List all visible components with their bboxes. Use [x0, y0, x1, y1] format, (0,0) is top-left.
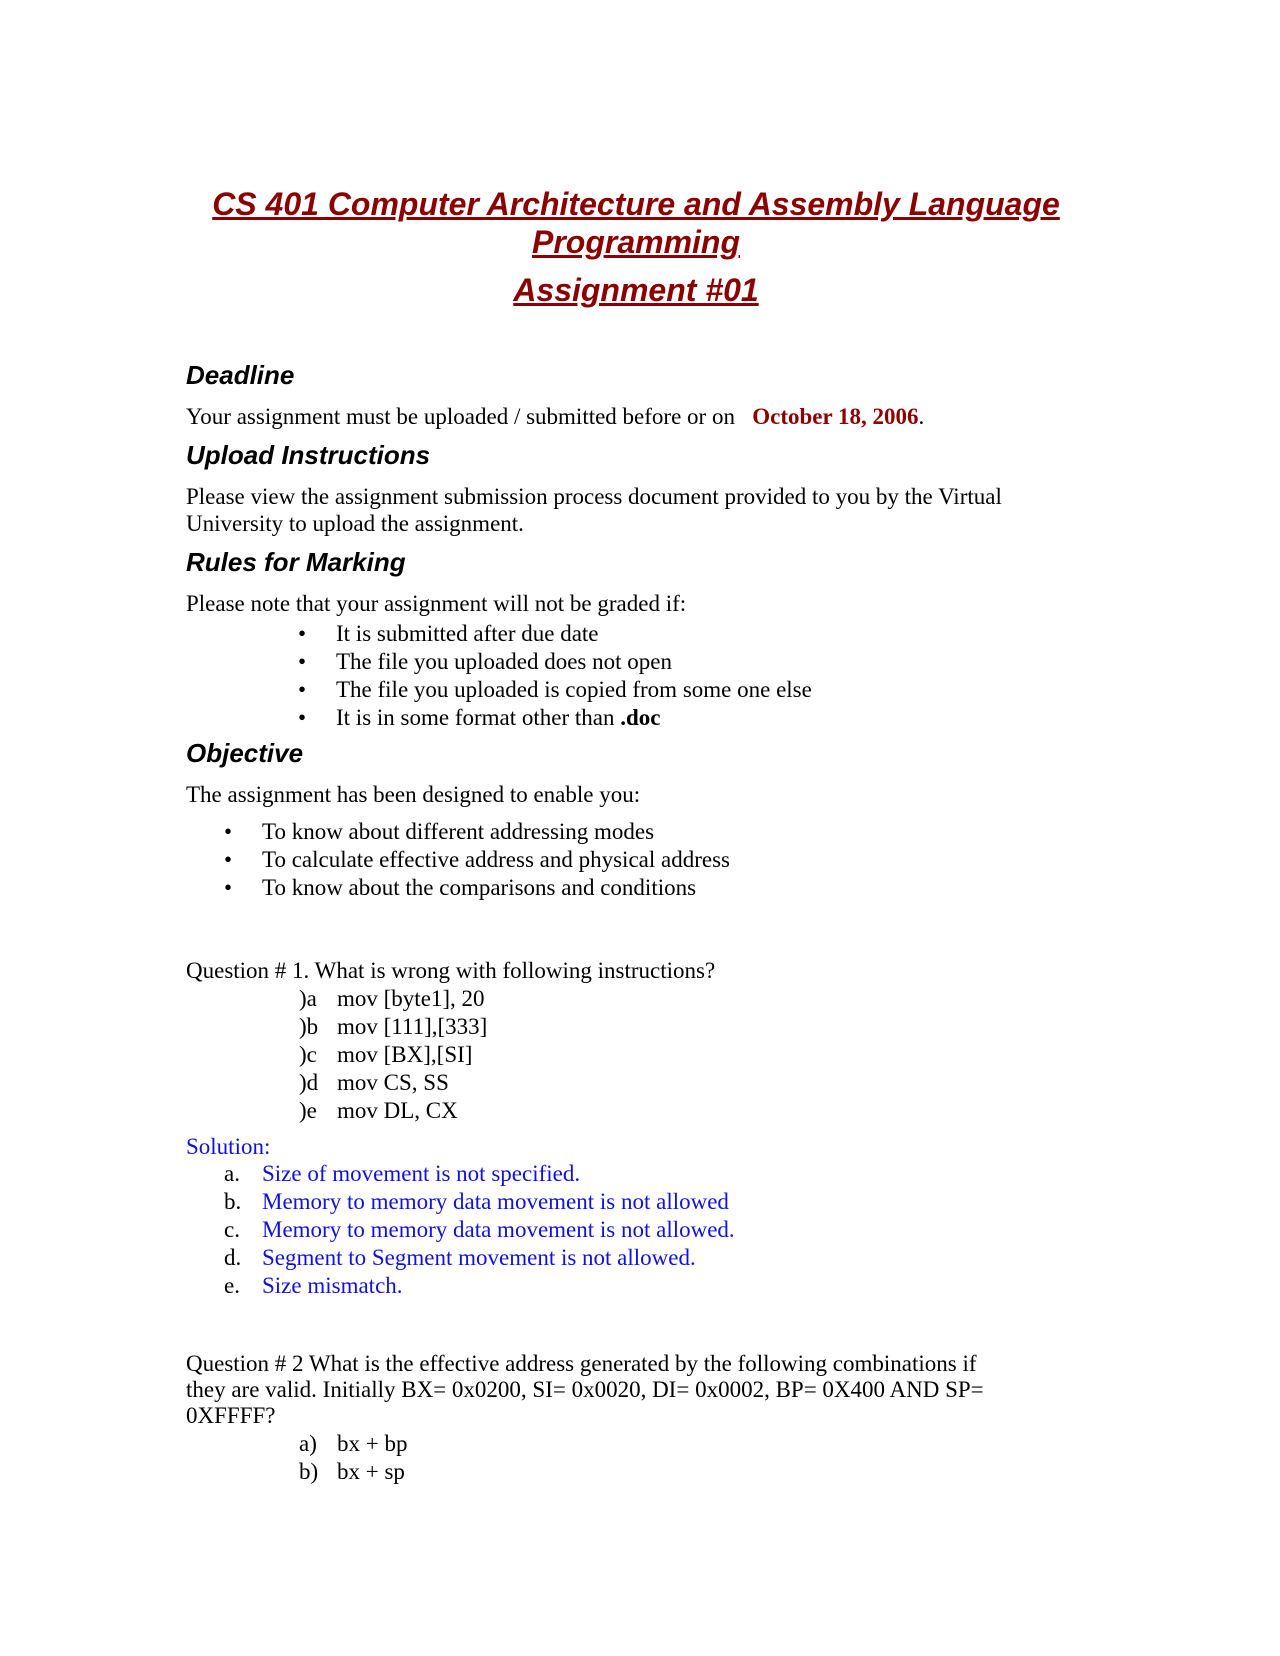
deadline-date: October 18, 2006	[752, 404, 919, 429]
objective-intro: The assignment has been designed to enable you:	[186, 782, 641, 807]
upload-heading: Upload Instructions	[186, 440, 431, 470]
course-title-line1: CS 401 Computer Architecture and Assembly Language	[212, 186, 1060, 222]
list-item: c. Memory to memory data movement is not allowed.	[224, 1217, 735, 1242]
list-item: • The file you uploaded is copied from some one else	[298, 677, 812, 702]
bullet-icon: •	[298, 705, 307, 730]
bullet-icon: •	[224, 847, 233, 872]
list-item: )d mov CS, SS	[299, 1070, 449, 1095]
list-item: • It is in some format other than .doc	[298, 705, 661, 730]
list-item: • It is submitted after due date	[298, 621, 599, 646]
upload-line2: University to upload the assignment.	[186, 511, 524, 536]
bullet-icon: •	[224, 875, 233, 900]
deadline-sentence: Your assignment must be uploaded / submitted before or on	[186, 404, 735, 429]
solution-list	[224, 1160, 735, 1300]
assignment-title: Assignment #01	[513, 272, 759, 308]
list-item: • To know about different addressing modes	[224, 819, 655, 844]
objective-heading: Objective	[186, 738, 304, 768]
question2-line3: 0XFFFF?	[186, 1403, 276, 1428]
objective-list	[224, 818, 730, 902]
list-item: )e mov DL, CX	[299, 1098, 458, 1123]
deadline-period: .	[918, 404, 925, 429]
list-item: d. Segment to Segment movement is not allowed.	[224, 1245, 696, 1270]
solution-label: Solution:	[186, 1134, 271, 1159]
list-item: • To know about the comparisons and conditions	[224, 875, 697, 900]
rules-intro: Please note that your assignment will not be graded if:	[186, 591, 687, 616]
course-title-line2: Programming	[531, 224, 741, 260]
question1-list	[299, 985, 487, 1125]
rules-heading: Rules for Marking	[186, 547, 406, 577]
list-item: )a mov [byte1], 20	[299, 986, 485, 1011]
list-item: a) bx + bp	[299, 1431, 408, 1456]
list-item: e. Size mismatch.	[224, 1273, 403, 1298]
bullet-icon: •	[298, 677, 307, 702]
list-item: b. Memory to memory data movement is not allowed	[224, 1189, 729, 1214]
rules-list	[298, 620, 812, 732]
list-item: )c mov [BX],[SI]	[299, 1042, 473, 1067]
bullet-icon: •	[224, 819, 233, 844]
list-item: • The file you uploaded does not open	[298, 649, 672, 674]
question2-line2: they are valid. Initially BX= 0x0200, SI= 0x0020, DI= 0x0002, BP= 0X400 AND SP=	[186, 1377, 984, 1402]
list-item: a. Size of movement is not specified.	[224, 1161, 581, 1186]
deadline-heading: Deadline	[186, 360, 295, 390]
upload-line1: Please view the assignment submission process document provided to you by the Virtual	[186, 484, 1002, 509]
bullet-icon: •	[298, 649, 307, 674]
list-item: )b mov [111],[333]	[299, 1014, 488, 1039]
list-item: b) bx + sp	[299, 1459, 405, 1484]
question1-text: Question # 1. What is wrong with following instructions?	[186, 958, 716, 983]
question2-line1: Question # 2 What is the effective address generated by the following combinations if	[186, 1351, 977, 1376]
doc-format: .doc	[620, 705, 661, 730]
list-item: • To calculate effective address and physical address	[224, 847, 730, 872]
bullet-icon: •	[298, 621, 307, 646]
deadline-text	[186, 403, 924, 430]
question2-list	[299, 1430, 407, 1486]
